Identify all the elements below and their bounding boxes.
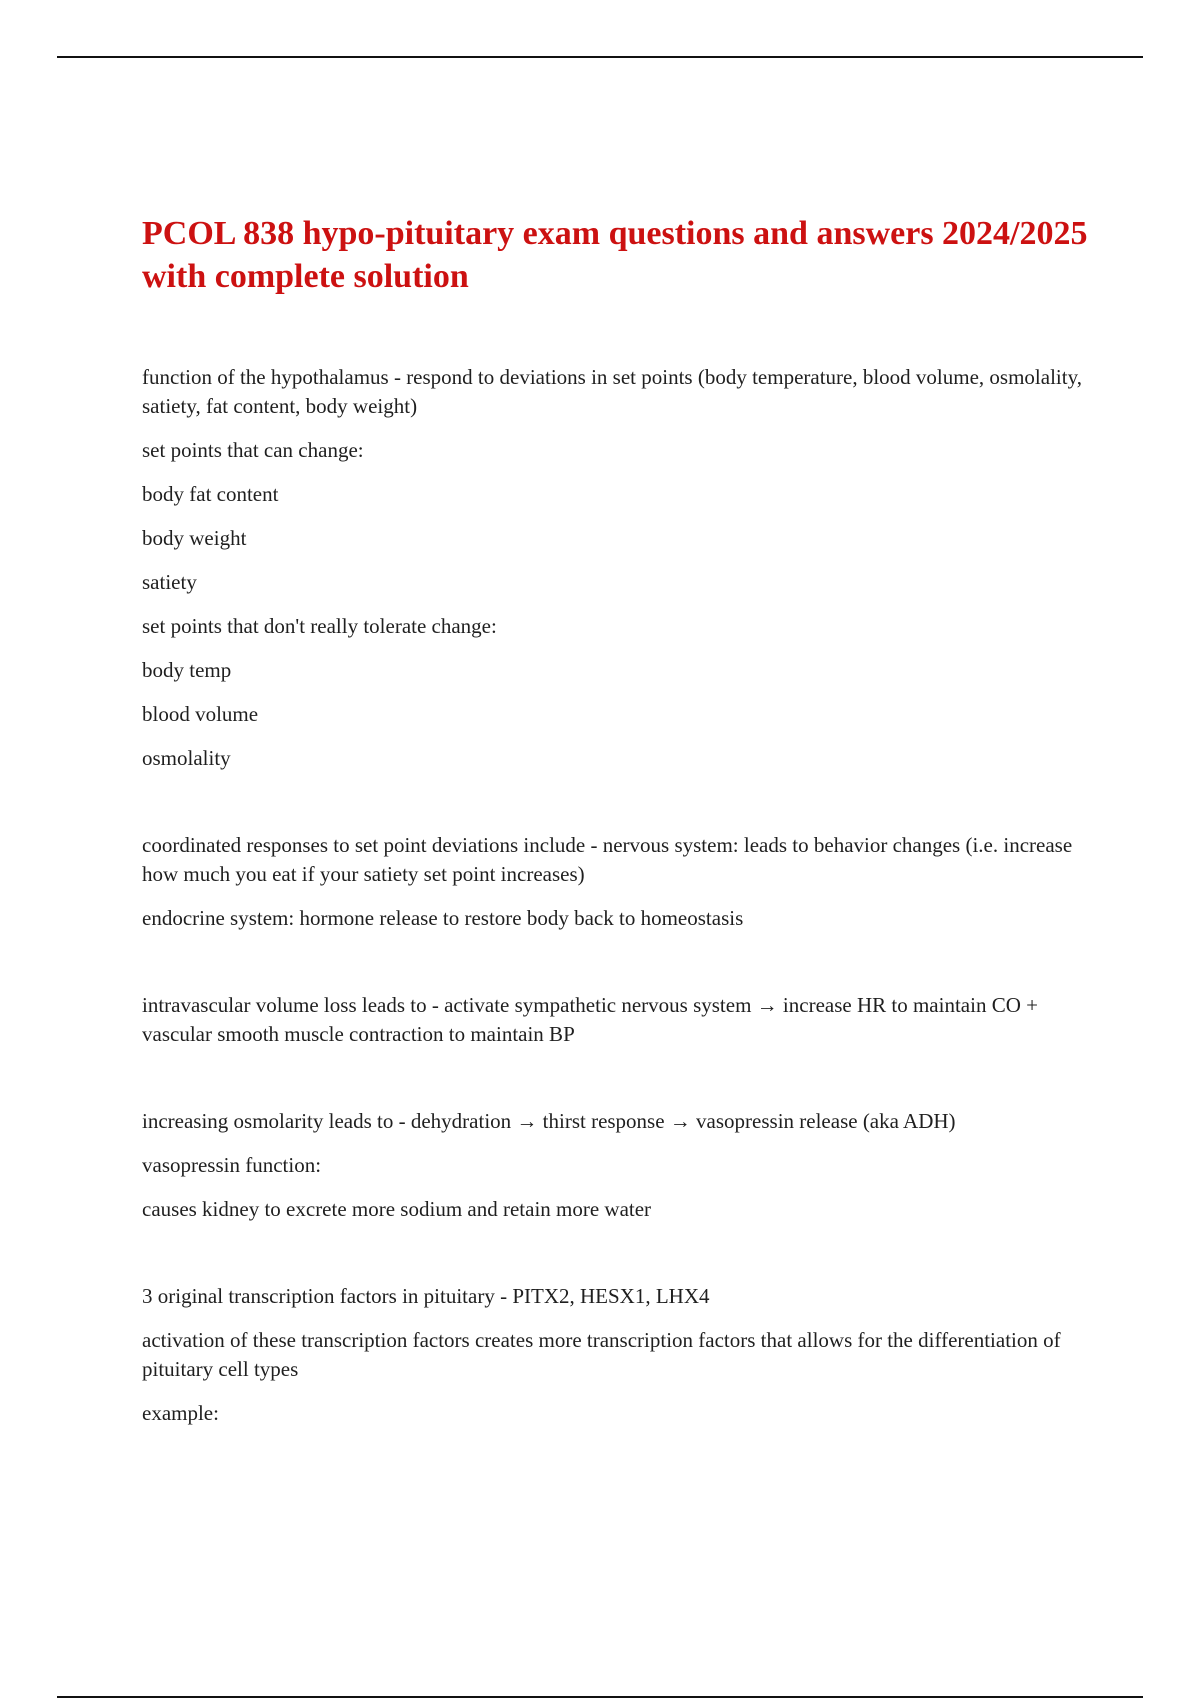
paragraph-fixed-set-points-heading: set points that don't really tolerate change: <box>142 614 497 638</box>
paragraph-increasing-osmolarity: increasing osmolarity leads to - dehydration → thirst response → vasopressin release (aka ADH) <box>142 1109 956 1133</box>
paragraph-vasopressin-function: vasopressin function: <box>142 1153 322 1177</box>
paragraph-changeable-set-points-heading: set points that can change: <box>142 438 364 462</box>
paragraph-transcription-factors: 3 original transcription factors in pituitary - PITX2, HESX1, LHX4 <box>142 1284 710 1308</box>
top-divider <box>57 56 1143 58</box>
paragraph-activation-differentiation: activation of these transcription factors creates more transcription factors that allows for the differentiation of pituitary cell types <box>142 1328 1061 1381</box>
paragraph-body-fat-content: body fat content <box>142 482 279 506</box>
paragraph-blood-volume: blood volume <box>142 702 259 726</box>
paragraph-example: example: <box>142 1401 219 1425</box>
document-body <box>142 363 1082 1443</box>
paragraph-intravascular-volume-loss: intravascular volume loss leads to - activate sympathetic nervous system → increase HR to maintain CO + vascular smooth muscle contraction to maintain BP <box>142 993 1038 1046</box>
paragraph-coordinated-responses: coordinated responses to set point deviations include - nervous system: leads to behavior changes (i.e. increase how much you eat if your satiety set point increases) <box>142 833 1073 886</box>
paragraph-body-weight: body weight <box>142 526 247 550</box>
document-title: PCOL 838 hypo-pituitary exam questions and answers 2024/2025 with complete solution <box>142 215 1088 295</box>
paragraph-body-temp: body temp <box>142 658 232 682</box>
paragraph-satiety: satiety <box>142 570 197 594</box>
paragraph-kidney-sodium: causes kidney to excrete more sodium and retain more water <box>142 1197 652 1221</box>
paragraph-osmolality: osmolality <box>142 746 231 770</box>
paragraph-endocrine-system: endocrine system: hormone release to restore body back to homeostasis <box>142 906 744 930</box>
bottom-divider <box>57 1696 1143 1698</box>
paragraph-hypothalamus-function: function of the hypothalamus - respond to deviations in set points (body temperature, blood volume, osmolality, satiety, fat content, body weight) <box>142 365 1082 418</box>
